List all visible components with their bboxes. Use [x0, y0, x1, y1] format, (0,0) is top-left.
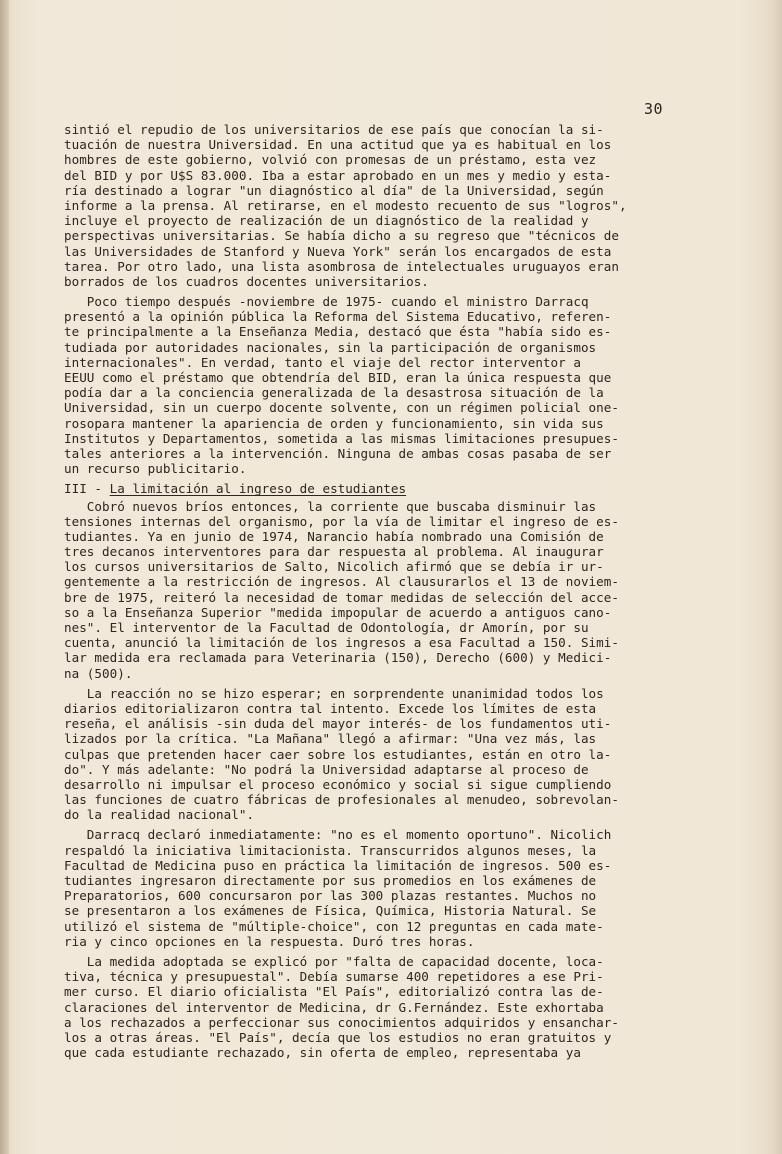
- text-body: [64, 122, 724, 1065]
- text-line: do". Y más adelante: "No podrá la Universidad adaptarse al proceso de: [64, 761, 589, 777]
- text-line: tudiada por autoridades nacionales, sin la participación de organismos: [64, 339, 597, 355]
- paragraph: [64, 122, 724, 289]
- text-line: utilizó el sistema de "múltiple-choice", con 12 preguntas en cada mate-: [64, 918, 604, 934]
- text-line: La medida adoptada se explicó por "falta de capacidad docente, loca-: [64, 953, 604, 969]
- text-line: del BID y por U$S 83.000. Iba a estar aprobado en un mes y medio y esta-: [64, 167, 612, 183]
- section-paragraphs: [64, 499, 724, 1061]
- text-line: Darracq declaró inmediatamente: "no es el momento oportuno". Nicolich: [64, 827, 612, 843]
- text-line: incluye el proyecto de realización de un diagnóstico de la realidad y: [64, 213, 589, 229]
- text-line: se presentaron a los exámenes de Física, Química, Historia Natural. Se: [64, 903, 597, 919]
- text-line: do la realidad nacional".: [64, 807, 255, 823]
- paragraph: [64, 499, 724, 681]
- section-title: La limitación al ingreso de estudiantes: [109, 481, 407, 497]
- text-line: tuación de nuestra Universidad. En una actitud que ya es habitual en los: [64, 137, 612, 153]
- paragraph: [64, 294, 724, 476]
- text-line: Poco tiempo después -noviembre de 1975- cuando el ministro Darracq: [64, 294, 589, 310]
- text-line: mer curso. El diario oficialista "El País", editorializó contra las de-: [64, 984, 604, 1000]
- text-line: EEUU como el préstamo que obtendría del BID, eran la única respuesta que: [64, 370, 612, 385]
- text-line: Universidad, sin un cuerpo docente solvente, con un régimen policial one-: [64, 400, 619, 416]
- text-line: hombres de este gobierno, volvió con promesas de un préstamo, esta vez: [64, 152, 597, 168]
- page-number: 30: [644, 100, 664, 118]
- text-line: los a otras áreas. "El País", decía que los estudios no eran gratuitos y: [64, 1029, 612, 1045]
- text-line: gentemente a la restricción de ingresos. Al clausurarlos el 13 de noviem-: [64, 574, 619, 590]
- paragraph: [64, 686, 724, 823]
- text-line: tudiantes. Ya en junio de 1974, Narancio había nombrado una Comisión de: [64, 528, 604, 544]
- text-line: Cobró nuevos bríos entonces, la corriente que buscaba disminuir las: [64, 498, 597, 514]
- text-line: ría destinado a lograr "un diagnóstico al día" de la Universidad, según: [64, 182, 604, 198]
- paragraph: [64, 827, 724, 949]
- section-heading: [64, 481, 724, 496]
- text-line: internacionales". En verdad, tanto el viaje del rector interventor a: [64, 354, 581, 370]
- text-line: que cada estudiante rechazado, sin oferta de empleo, representaba ya: [64, 1045, 581, 1061]
- text-line: lar medida era reclamada para Veterinaria (150), Derecho (600) y Medici-: [64, 650, 612, 666]
- text-line: las Universidades de Stanford y Nueva York" serán los encargados de esta: [64, 243, 612, 259]
- text-line: presentó a la opinión pública la Reforma del Sistema Educativo, referen-: [64, 309, 612, 325]
- text-line: ria y cinco opciones en la respuesta. Duró tres horas.: [64, 933, 475, 949]
- text-line: Institutos y Departamentos, sometida a las mismas limitaciones presupues-: [64, 430, 619, 446]
- text-line: los cursos universitarios de Salto, Nicolich afirmó que se debía ir ur-: [64, 559, 604, 575]
- text-line: tales anteriores a la intervención. Ninguna de ambas cosas pasaba de ser: [64, 445, 612, 461]
- text-line: Facultad de Medicina puso en práctica la limitación de ingresos. 500 es-: [64, 857, 612, 873]
- text-line: desarrollo ni impulsar el proceso económico y social si sigue cumpliendo: [64, 776, 612, 792]
- section-number: III -: [64, 481, 103, 497]
- text-line: te principalmente a la Enseñanza Media, destacó que ésta "había sido es-: [64, 324, 612, 340]
- section-heading-line: [64, 481, 724, 496]
- text-line: tiva, técnica y presupuestal". Debía sumarse 400 repetidores a ese Pri-: [64, 969, 604, 985]
- text-line: borrados de los cuadros docentes universitarios.: [64, 273, 429, 289]
- text-line: respaldó la iniciativa limitacionista. Transcurridos algunos meses, la: [64, 842, 597, 858]
- text-line: lizados por la crítica. "La Mañana" llegó a afirmar: "Una vez más, las: [64, 731, 597, 747]
- text-line: informe a la prensa. Al retirarse, en el modesto recuento de sus "logros",: [64, 197, 627, 213]
- text-line: La reacción no se hizo esperar; en sorprendente unanimidad todos los: [64, 685, 604, 701]
- text-line: a los rechazados a perfeccionar sus conocimientos adquiridos y ensanchar-: [64, 1014, 619, 1030]
- text-line: tarea. Por otro lado, una lista asombrosa de intelectuales uruguayos eran: [64, 258, 619, 274]
- text-line: sintió el repudio de los universitarios de ese país que conocían la si-: [64, 122, 604, 137]
- text-line: na (500).: [64, 665, 133, 681]
- text-line: nes". El interventor de la Facultad de Odontología, dr Amorín, por su: [64, 620, 589, 635]
- text-line: Preparatorios, 600 concursaron por las 300 plazas restantes. Muchos no: [64, 888, 597, 904]
- page-binding-edge: [0, 0, 9, 1154]
- text-line: podía dar a la conciencia generalizada de la desastrosa situación de la: [64, 385, 604, 401]
- text-line: claraciones del interventor de Medicina, dr G.Fernández. Este exhortaba: [64, 999, 604, 1015]
- text-line: tensiones internas del organismo, por la vía de limitar el ingreso de es-: [64, 513, 619, 529]
- text-line: las funciones de cuatro fábricas de profesionales al menudeo, sobrevolan-: [64, 792, 619, 808]
- text-line: cuenta, anunció la limitación de los ingresos a esa Facultad a 150. Simi-: [64, 635, 619, 651]
- intro-paragraphs: [64, 122, 724, 476]
- text-line: un recurso publicitario.: [64, 461, 247, 477]
- text-line: so a la Enseñanza Superior "medida impopular de acuerdo a antiguos cano-: [64, 604, 612, 620]
- text-line: diarios editorializaron contra tal intento. Excede los límites de esta: [64, 700, 597, 716]
- text-line: tudiantes ingresaron directamente por sus promedios en los exámenes de: [64, 873, 597, 888]
- paragraph: [64, 954, 724, 1060]
- text-line: perspectivas universitarias. Se había dicho a su regreso que "técnicos de: [64, 228, 619, 244]
- text-line: rosopara mantener la apariencia de orden y funcionamiento, sin vida sus: [64, 415, 604, 431]
- text-line: reseña, el análisis -sin duda del mayor interés- de los fundamentos uti-: [64, 716, 612, 732]
- text-line: culpas que pretenden hacer caer sobre los estudiantes, están en otro la-: [64, 746, 612, 762]
- text-line: bre de 1975, reiteró la necesidad de tomar medidas de selección del acce-: [64, 589, 619, 605]
- text-line: tres decanos interventores para dar respuesta al problema. Al inaugurar: [64, 544, 604, 560]
